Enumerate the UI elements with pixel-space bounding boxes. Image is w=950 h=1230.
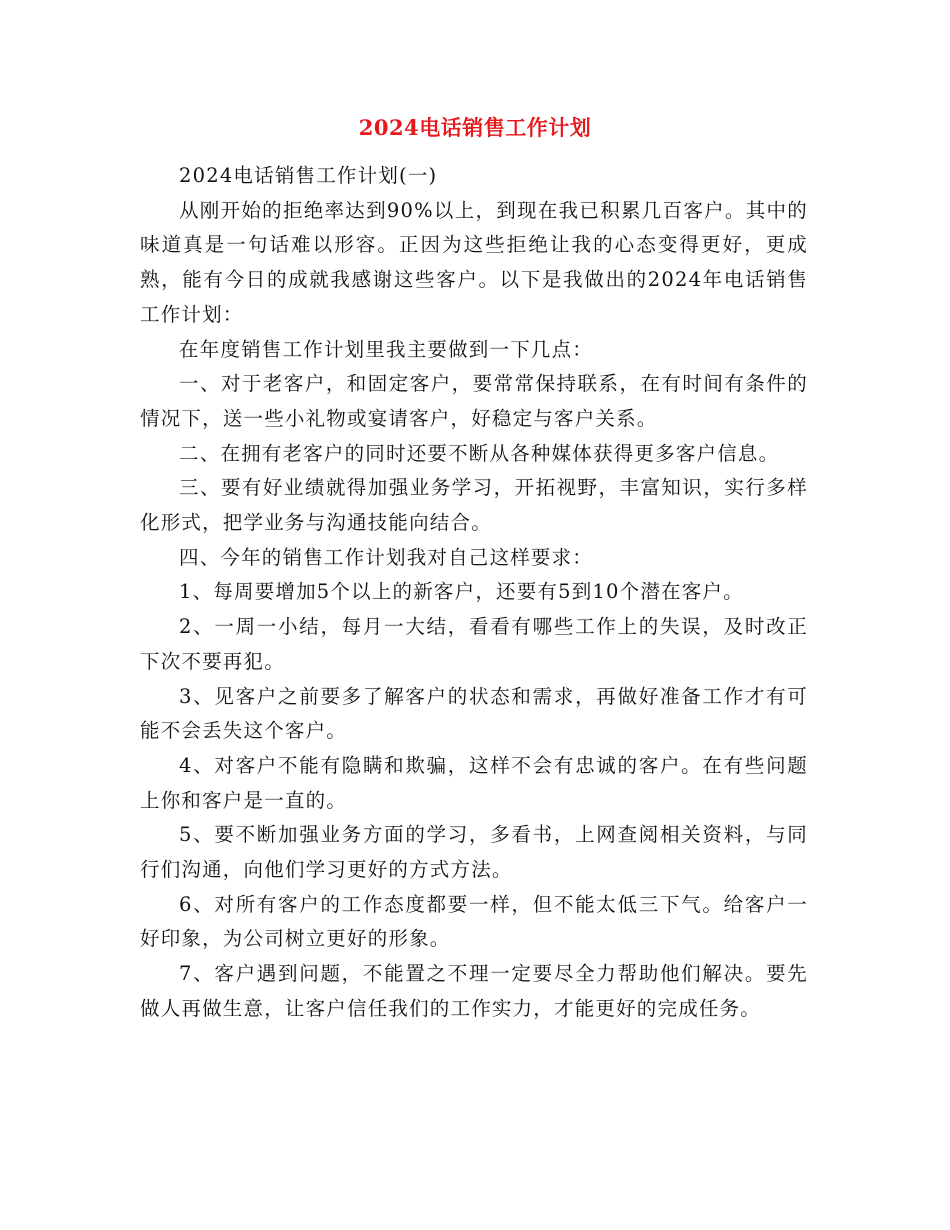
paragraph-item-4: 4、对客户不能有隐瞒和欺骗，这样不会有忠诚的客户。在有些问题上你和客户是一直的。 bbox=[140, 753, 808, 812]
paragraph-item-5: 5、要不断加强业务方面的学习，多看书，上网查阅相关资料，与同行们沟通，向他们学习更好的方式方法。 bbox=[140, 823, 808, 882]
paragraph-point-4: 四、今年的销售工作计划我对自己这样要求： bbox=[179, 545, 594, 569]
paragraph-intro: 从刚开始的拒绝率达到90%以上，到现在我已积累几百客户。其中的味道真是一句话难以形容。正因为这些拒绝让我的心态变得更好，更成熟，能有今日的成就我感谢这些客户。以下是我做出的2024年电话销售工作计划： bbox=[140, 198, 808, 326]
paragraph-lead: 在年度销售工作计划里我主要做到一下几点： bbox=[179, 337, 594, 361]
document-title: 2024电话销售工作计划 bbox=[358, 115, 592, 140]
paragraph-subtitle: 2024电话销售工作计划(一) bbox=[179, 164, 438, 187]
paragraph-point-1: 一、对于老客户，和固定客户，要常常保持联系，在有时间有条件的情况下，送一些小礼物或宴请客户，好稳定与客户关系。 bbox=[140, 372, 808, 430]
paragraph-item-2: 2、一周一小结，每月一大结，看看有哪些工作上的失误，及时改正下次不要再犯。 bbox=[140, 615, 808, 673]
paragraph-item-3: 3、见客户之前要多了解客户的状态和需求，再做好准备工作才有可能不会丢失这个客户。 bbox=[140, 684, 808, 743]
paragraph-item-7: 7、客户遇到问题，不能置之不理一定要尽全力帮助他们解决。要先做人再做生意，让客户信任我们的工作实力，才能更好的完成任务。 bbox=[140, 962, 808, 1020]
paragraph-item-6: 6、对所有客户的工作态度都要一样，但不能太低三下气。给客户一好印象，为公司树立更好的形象。 bbox=[140, 892, 808, 951]
paragraph-item-1: 1、每周要增加5个以上的新客户，还要有5到10个潜在客户。 bbox=[179, 580, 744, 604]
document-body bbox=[140, 159, 808, 1027]
paragraph-point-2: 二、在拥有老客户的同时还要不断从各种媒体获得更多客户信息。 bbox=[179, 441, 780, 465]
paragraph-point-3: 三、要有好业绩就得加强业务学习，开拓视野，丰富知识，实行多样化形式，把学业务与沟通技能向结合。 bbox=[140, 476, 808, 535]
